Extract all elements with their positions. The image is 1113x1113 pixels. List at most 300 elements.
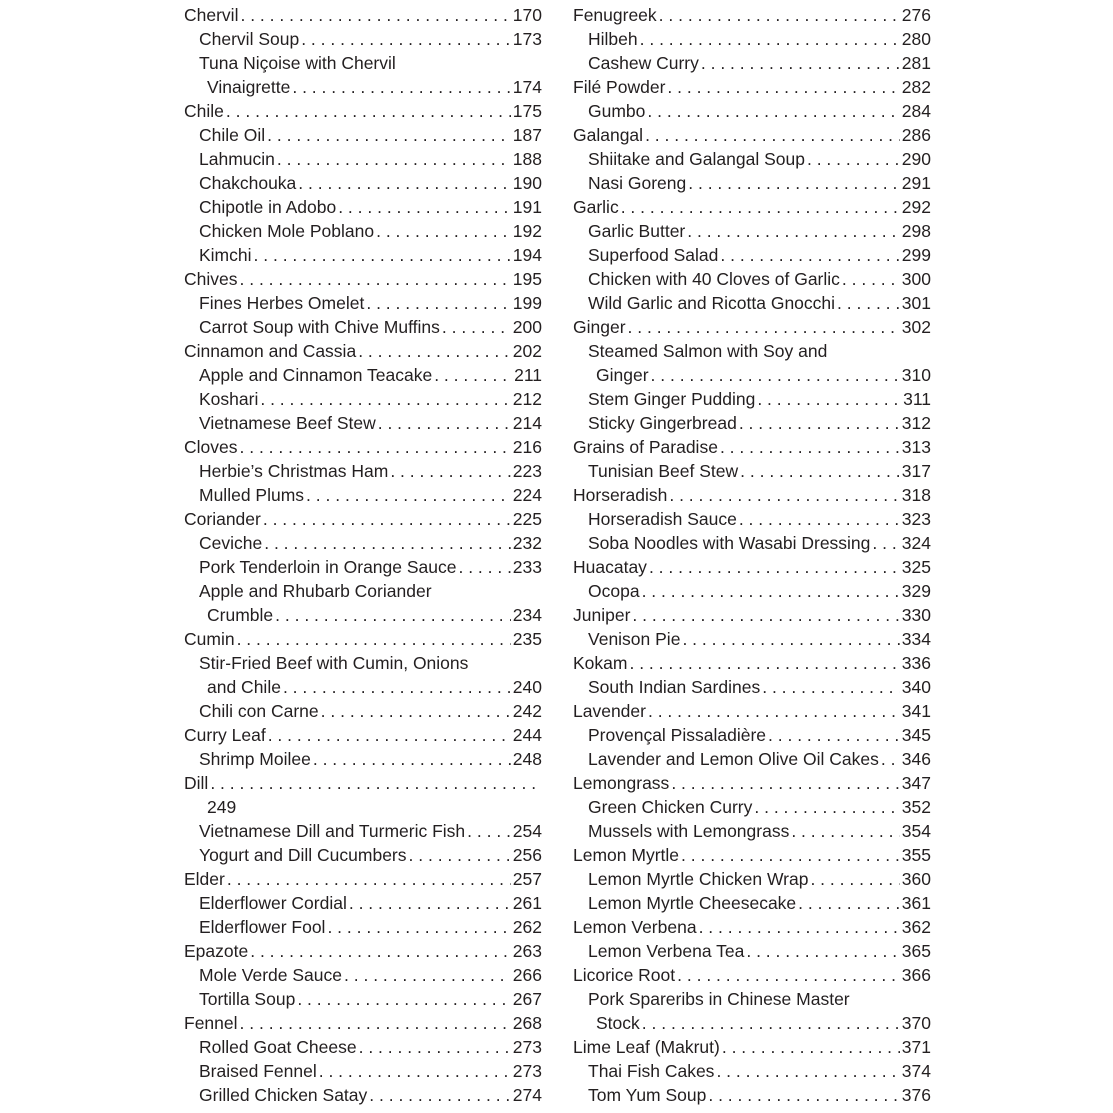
dot-leader <box>740 459 900 483</box>
entry-title: Nasi Goreng <box>588 173 687 193</box>
entry-page-number: 266 <box>512 965 542 985</box>
entry-page-number: 284 <box>901 101 931 121</box>
entry-title: Thai Fish Cakes <box>588 1061 715 1081</box>
entry-page-number: 292 <box>901 197 931 217</box>
entry-page-number: 324 <box>901 533 931 553</box>
index-entry-recipe <box>184 387 542 411</box>
index-entry-recipe <box>184 483 542 507</box>
entry-page-number: 225 <box>512 509 542 529</box>
dot-leader <box>409 843 511 867</box>
entry-page-number: 323 <box>901 509 931 529</box>
entry-page-number: 317 <box>901 461 931 481</box>
entry-title: Chipotle in Adobo <box>199 197 337 217</box>
entry-title: Shrimp Moilee <box>199 749 311 769</box>
dot-leader <box>757 387 901 411</box>
dot-leader <box>807 147 900 171</box>
dot-leader <box>628 315 900 339</box>
entry-title: Grilled Chicken Satay <box>199 1085 368 1105</box>
entry-title: Gumbo <box>588 101 646 121</box>
index-entry-main <box>573 963 931 987</box>
entry-title: Lemon Verbena <box>573 917 697 937</box>
entry-page-number: 301 <box>901 293 931 313</box>
index-entry-main <box>573 123 931 147</box>
dot-leader <box>621 195 900 219</box>
dot-leader <box>642 1011 900 1035</box>
index-entry-recipe <box>184 747 542 771</box>
index-entry-recipe <box>184 459 542 483</box>
dot-leader <box>837 291 900 315</box>
entry-title: Provençal Pissaladière <box>588 725 767 745</box>
entry-page-number: 276 <box>901 5 931 25</box>
entry-title: Vietnamese Beef Stew <box>199 413 376 433</box>
entry-page-number: 302 <box>901 317 931 337</box>
entry-page-number: 262 <box>512 917 542 937</box>
index-entry-recipe <box>184 363 542 387</box>
entry-title: Cinnamon and Cassia <box>184 341 357 361</box>
dot-leader <box>240 435 511 459</box>
index-entry-recipe <box>573 99 931 123</box>
index-entry-recipe <box>573 243 931 267</box>
entry-page-number: 354 <box>901 821 931 841</box>
dot-leader <box>240 1011 511 1035</box>
entry-title: Fines Herbes Omelet <box>199 293 365 313</box>
entry-page-number: 360 <box>901 869 931 889</box>
entry-title: Yogurt and Dill Cucumbers <box>199 845 407 865</box>
entry-page-number: 325 <box>901 557 931 577</box>
entry-page-number: 371 <box>901 1037 931 1057</box>
index-entry-continuation <box>184 675 542 699</box>
dot-leader <box>754 795 899 819</box>
entry-title: Soba Noodles with Wasabi Dressing <box>588 533 871 553</box>
index-entry-recipe <box>573 723 931 747</box>
dot-leader <box>810 867 899 891</box>
entry-title: Pork Spareribs in Chinese Master <box>588 989 850 1009</box>
dot-leader <box>313 747 511 771</box>
entry-title: Green Chicken Curry <box>588 797 753 817</box>
entry-page-number: 200 <box>512 317 542 337</box>
dot-leader <box>872 531 899 555</box>
entry-title: Chicken with 40 Cloves of Garlic <box>588 269 840 289</box>
entry-title: and Chile <box>207 677 281 697</box>
index-entry-recipe <box>573 1059 931 1083</box>
entry-page-number: 195 <box>512 269 542 289</box>
entry-title: Tunisian Beef Stew <box>588 461 739 481</box>
dot-leader <box>458 555 510 579</box>
entry-page-number: 370 <box>901 1013 931 1033</box>
entry-title: Lemongrass <box>573 773 670 793</box>
entry-page-number: 240 <box>512 677 542 697</box>
entry-page-number: 242 <box>512 701 542 721</box>
entry-page-number: 362 <box>901 917 931 937</box>
dot-leader <box>716 1059 899 1083</box>
dot-leader <box>358 339 511 363</box>
index-entry-recipe <box>573 27 931 51</box>
entry-page-number: 374 <box>901 1061 931 1081</box>
index-entry-main <box>573 435 931 459</box>
entry-page-number: 280 <box>901 29 931 49</box>
index-entry-main <box>184 627 542 651</box>
entry-title: Apple and Rhubarb Coriander <box>199 581 432 601</box>
index-entry-recipe <box>573 819 931 843</box>
entry-page-number: 194 <box>512 245 542 265</box>
entry-title: South Indian Sardines <box>588 677 761 697</box>
entry-title: Ocopa <box>588 581 640 601</box>
entry-page-number: 299 <box>901 245 931 265</box>
index-entry-recipe <box>184 987 542 1011</box>
index-entry-main <box>184 939 542 963</box>
entry-page-number: 224 <box>512 485 542 505</box>
dot-leader <box>699 915 900 939</box>
dot-leader <box>667 75 899 99</box>
dot-leader <box>264 531 511 555</box>
index-entry-main <box>573 75 931 99</box>
entry-page-number: 376 <box>901 1085 931 1105</box>
index-entry-main <box>573 651 931 675</box>
entry-title: Ginger <box>573 317 626 337</box>
dot-leader <box>669 483 899 507</box>
index-entry-main <box>573 195 931 219</box>
entry-page-number: 274 <box>512 1085 542 1105</box>
entry-page-number: 313 <box>901 437 931 457</box>
index-entry-recipe <box>184 915 542 939</box>
entry-page-number: 187 <box>512 125 542 145</box>
index-entry-recipe <box>184 963 542 987</box>
entry-title: Lemon Myrtle Cheesecake <box>588 893 797 913</box>
entry-page-number: 191 <box>512 197 542 217</box>
dot-leader <box>268 723 511 747</box>
entry-page-number: 300 <box>901 269 931 289</box>
entry-page-number: 192 <box>512 221 542 241</box>
dot-leader <box>722 1035 900 1059</box>
dot-leader <box>434 363 512 387</box>
entry-title: Herbie’s Christmas Ham <box>199 461 389 481</box>
entry-title: Mole Verde Sauce <box>199 965 343 985</box>
dot-leader <box>283 675 511 699</box>
index-column-right <box>573 3 931 1107</box>
entry-page-number: 212 <box>512 389 542 409</box>
entry-title: Vietnamese Dill and Turmeric Fish <box>199 821 466 841</box>
index-entry-recipe <box>573 531 931 555</box>
index-entry-continuation <box>184 603 542 627</box>
entry-page-number: 234 <box>512 605 542 625</box>
index-entry-continuation <box>184 75 542 99</box>
entry-title: Garlic <box>573 197 619 217</box>
dot-leader <box>301 27 511 51</box>
dot-leader <box>306 483 511 507</box>
entry-title: Lemon Myrtle Chicken Wrap <box>588 869 809 889</box>
dot-leader <box>645 123 900 147</box>
entry-title: Coriander <box>184 509 261 529</box>
entry-page-number: 329 <box>901 581 931 601</box>
entry-title: Elder <box>184 869 225 889</box>
dot-leader <box>739 507 900 531</box>
entry-page-number: 273 <box>512 1037 542 1057</box>
dot-leader <box>369 1083 511 1107</box>
entry-page-number: 214 <box>512 413 542 433</box>
entry-page-number: 352 <box>901 797 931 817</box>
entry-title: Tom Yum Soup <box>588 1085 707 1105</box>
index-entry-recipe <box>573 507 931 531</box>
dot-leader <box>275 603 511 627</box>
dot-leader <box>720 243 899 267</box>
index-entry-recipe <box>573 411 931 435</box>
index-entry-main <box>184 3 542 27</box>
index-entry-recipe <box>573 1083 931 1107</box>
entry-title: Apple and Cinnamon Teacake <box>199 365 433 385</box>
entry-title: Juniper <box>573 605 631 625</box>
index-entry-continuation <box>184 795 542 819</box>
dot-leader <box>881 747 900 771</box>
entry-title: Wild Garlic and Ricotta Gnocchi <box>588 293 836 313</box>
entry-title: Chakchouka <box>199 173 297 193</box>
index-entry-recipe <box>184 411 542 435</box>
entry-title: Garlic Butter <box>588 221 686 241</box>
index-entry-main <box>573 483 931 507</box>
dot-leader <box>376 219 511 243</box>
index-entry-main <box>573 555 931 579</box>
entry-title: Fenugreek <box>573 5 657 25</box>
entry-page-number: 310 <box>901 365 931 385</box>
index-entry-recipe <box>184 1059 542 1083</box>
index-entry-recipe <box>184 195 542 219</box>
entry-title: Elderflower Cordial <box>199 893 347 913</box>
entry-page-number: 244 <box>512 725 542 745</box>
index-entry-recipe <box>184 531 542 555</box>
index-entry-recipe <box>573 171 931 195</box>
entry-title: Lemon Verbena Tea <box>588 941 745 961</box>
index-entry-main <box>184 723 542 747</box>
index-entry-recipe <box>573 219 931 243</box>
entry-title: Hilbeh <box>588 29 638 49</box>
dot-leader <box>240 3 510 27</box>
entry-title: Cumin <box>184 629 235 649</box>
entry-page-number: 232 <box>512 533 542 553</box>
dot-leader <box>344 963 511 987</box>
index-entry-recipe <box>184 243 542 267</box>
index-entry-main <box>184 507 542 531</box>
entry-page-number: 365 <box>901 941 931 961</box>
dot-leader <box>681 843 900 867</box>
index-entry-recipe <box>184 123 542 147</box>
entry-title: Vinaigrette <box>207 77 291 97</box>
entry-page-number: 312 <box>901 413 931 433</box>
entry-page-number: 347 <box>901 773 931 793</box>
entry-title: Sticky Gingerbread <box>588 413 737 433</box>
dot-leader <box>762 675 900 699</box>
entry-title: Chives <box>184 269 238 289</box>
entry-title: Superfood Salad <box>588 245 719 265</box>
index-entry-recipe <box>573 291 931 315</box>
entry-title: Cloves <box>184 437 238 457</box>
dot-leader <box>254 243 511 267</box>
entry-title: 249 <box>207 797 237 817</box>
index-entry-recipe <box>184 1035 542 1059</box>
entry-page-number: 263 <box>512 941 542 961</box>
entry-page-number: 248 <box>512 749 542 769</box>
index-entry-main <box>573 1035 931 1059</box>
entry-title: Lavender and Lemon Olive Oil Cakes <box>588 749 879 769</box>
index-entry-recipe <box>184 171 542 195</box>
dot-leader <box>297 987 510 1011</box>
entry-title: Huacatay <box>573 557 647 577</box>
dot-leader <box>798 891 900 915</box>
entry-page-number: 175 <box>512 101 542 121</box>
dot-leader <box>701 51 900 75</box>
dot-leader <box>791 819 899 843</box>
dot-leader <box>237 627 511 651</box>
index-entry-main <box>184 867 542 891</box>
entry-title: Braised Fennel <box>199 1061 317 1081</box>
index-entry-main <box>573 315 931 339</box>
entry-title: Curry Leaf <box>184 725 266 745</box>
dot-leader <box>292 75 510 99</box>
index-entry-continuation <box>573 363 931 387</box>
entry-page-number: 281 <box>901 53 931 73</box>
entry-page-number: 190 <box>512 173 542 193</box>
entry-title: Licorice Root <box>573 965 676 985</box>
entry-title: Lemon Myrtle <box>573 845 680 865</box>
index-column-left <box>184 3 542 1107</box>
dot-leader <box>260 387 510 411</box>
entry-page-number: 233 <box>512 557 542 577</box>
index-entry-main <box>573 3 931 27</box>
entry-title: Chili con Carne <box>199 701 319 721</box>
entry-page-number: 298 <box>901 221 931 241</box>
dot-leader <box>677 963 900 987</box>
dot-leader <box>671 771 899 795</box>
entry-page-number: 199 <box>512 293 542 313</box>
entry-title: Stir-Fried Beef with Cumin, Onions <box>199 653 469 673</box>
entry-page-number: 216 <box>512 437 542 457</box>
dot-leader <box>632 603 899 627</box>
entry-page-number: 341 <box>901 701 931 721</box>
entry-title: Kimchi <box>199 245 252 265</box>
dot-leader <box>338 195 511 219</box>
entry-page-number: 273 <box>512 1061 542 1081</box>
dot-leader <box>319 1059 511 1083</box>
index-entry-recipe <box>184 147 542 171</box>
entry-page-number: 334 <box>901 629 931 649</box>
entry-page-number: 202 <box>512 341 542 361</box>
dot-leader <box>720 435 900 459</box>
dot-leader <box>227 867 511 891</box>
index-entry-main <box>184 435 542 459</box>
index-entry-main <box>184 771 542 795</box>
index-entry-recipe <box>184 555 542 579</box>
dot-leader <box>390 459 510 483</box>
entry-page-number: 345 <box>901 725 931 745</box>
index-entry-recipe <box>573 891 931 915</box>
entry-page-number: 346 <box>901 749 931 769</box>
entry-page-number: 340 <box>901 677 931 697</box>
entry-page-number: 361 <box>901 893 931 913</box>
entry-title: Lime Leaf (Makrut) <box>573 1037 720 1057</box>
entry-title: Koshari <box>199 389 259 409</box>
entry-page-number: 282 <box>901 77 931 97</box>
dot-leader <box>378 411 511 435</box>
index-entry-recipe <box>184 843 542 867</box>
dot-leader <box>768 723 900 747</box>
dot-leader <box>210 771 540 795</box>
entry-page-number: 290 <box>901 149 931 169</box>
dot-leader <box>467 819 511 843</box>
entry-page-number: 286 <box>901 125 931 145</box>
entry-page-number: 170 <box>512 5 542 25</box>
entry-page-number: 235 <box>512 629 542 649</box>
entry-page-number: 254 <box>512 821 542 841</box>
dot-leader <box>359 1035 511 1059</box>
entry-title: Ceviche <box>199 533 263 553</box>
entry-title: Crumble <box>207 605 274 625</box>
dot-leader <box>659 3 900 27</box>
index-entry-recipe <box>184 51 542 75</box>
entry-title: Cashew Curry <box>588 53 699 73</box>
dot-leader <box>648 699 900 723</box>
dot-leader <box>366 291 510 315</box>
entry-title: Chervil <box>184 5 239 25</box>
index-entry-recipe <box>573 939 931 963</box>
dot-leader <box>640 27 900 51</box>
dot-leader <box>277 147 511 171</box>
index-entry-main <box>573 771 931 795</box>
dot-leader <box>250 939 511 963</box>
entry-page-number: 211 <box>514 365 542 385</box>
index-entry-main <box>184 99 542 123</box>
entry-title: Shiitake and Galangal Soup <box>588 149 805 169</box>
index-entry-main <box>184 1011 542 1035</box>
index-entry-main <box>573 603 931 627</box>
index-entry-continuation <box>573 1011 931 1035</box>
dot-leader <box>682 627 899 651</box>
dot-leader <box>240 267 511 291</box>
entry-title: Kokam <box>573 653 628 673</box>
dot-leader <box>629 651 899 675</box>
dot-leader <box>651 363 900 387</box>
dot-leader <box>739 411 900 435</box>
entry-page-number: 268 <box>512 1013 542 1033</box>
dot-leader <box>442 315 511 339</box>
index-entry-recipe <box>573 675 931 699</box>
entry-title: Mussels with Lemongrass <box>588 821 790 841</box>
entry-title: Chile <box>184 101 224 121</box>
entry-title: Chervil Soup <box>199 29 300 49</box>
entry-title: Mulled Plums <box>199 485 305 505</box>
index-entry-recipe <box>184 27 542 51</box>
entry-page-number: 261 <box>512 893 542 913</box>
index-entry-recipe <box>573 339 931 363</box>
index-entry-recipe <box>573 267 931 291</box>
index-entry-recipe <box>184 291 542 315</box>
entry-title: Ginger <box>596 365 649 385</box>
dot-leader <box>298 171 511 195</box>
dot-leader <box>349 891 511 915</box>
entry-title: Elderflower Fool <box>199 917 326 937</box>
entry-title: Filé Powder <box>573 77 666 97</box>
dot-leader <box>226 99 511 123</box>
dot-leader <box>687 219 900 243</box>
index-entry-main <box>184 267 542 291</box>
dot-leader <box>842 267 900 291</box>
entry-page-number: 256 <box>512 845 542 865</box>
entry-title: Pork Tenderloin in Orange Sauce <box>199 557 457 577</box>
index-entry-recipe <box>184 579 542 603</box>
entry-title: Dill <box>184 773 209 793</box>
entry-page-number: 330 <box>901 605 931 625</box>
entry-title: Horseradish Sauce <box>588 509 737 529</box>
dot-leader <box>688 171 900 195</box>
entry-page-number: 366 <box>901 965 931 985</box>
index-entry-recipe <box>573 147 931 171</box>
